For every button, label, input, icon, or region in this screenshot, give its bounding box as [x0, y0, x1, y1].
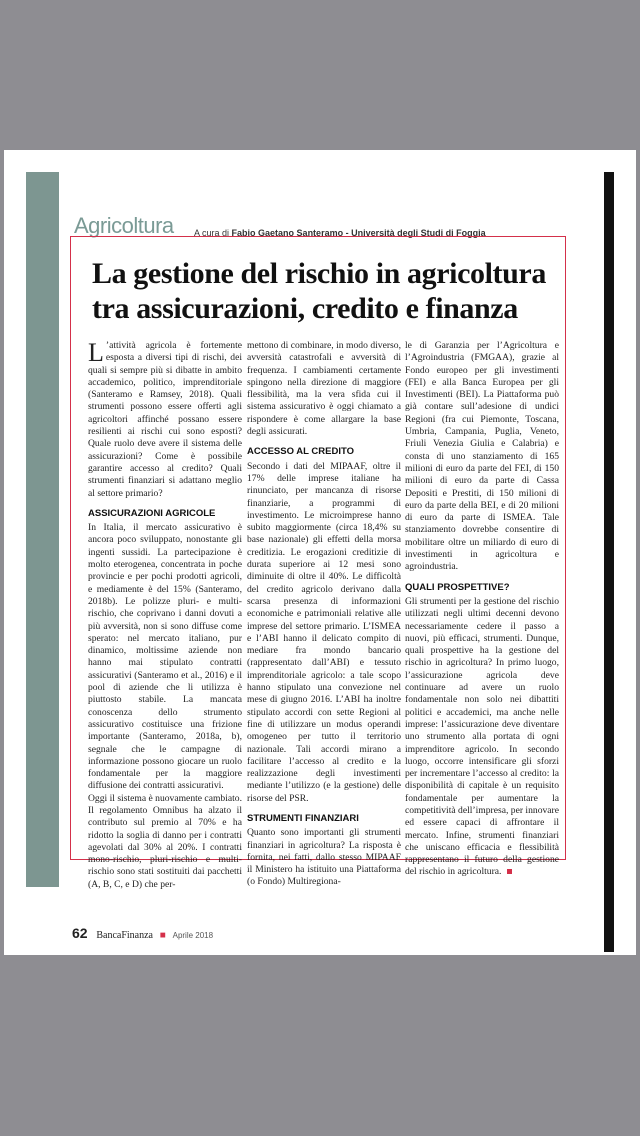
article-column-2: [247, 340, 401, 889]
separator-icon: ■: [159, 930, 166, 941]
byline-author: Fabio Gaetano Santeramo - Università degli Studi di Foggia: [231, 228, 486, 238]
dropcap: L: [88, 338, 104, 367]
paragraph: Oggi il sistema è nuovamente cambiato. Il regolamento Omnibus ha alzato il contributo sul premio al 70% e ha ridotto la soglia di danno per i contratti agevolati dal 30% al 20%. I contratti mono-rischio, pluri-rischio e multi-rischio sono stati sostituiti dai pacchetti (A, B, C, e D) che per-: [88, 792, 242, 890]
subheading: STRUMENTI FINANZIARI: [247, 812, 359, 824]
paragraph: le di Garanzia per l’Agricoltura e l’Agroindustria (FMGAA), grazie al Fondo europeo per gli investimenti (FEI) e alla Banca Europea per gli Investimenti (BEI). La Piattaforma può già contare sull’adesione di undici Regioni (fra cui Piemonte, Toscana, Umbria, Campania, Puglia, Veneto, Friuli Venezia Giulia e Calabria) e consta di uno stanziamento di 165 milioni di euro da parte del FEI, di 150 milioni di euro da parte di Cassa Depositi e Prestiti, di 150 milioni di euro da parte della BEI, e di 20 milioni di euro da parte di ISMEA. Tale stanziamento dovrebbe consentire di mobilitare oltre un miliardo di euro di investimenti in agricoltura e agroindustria.: [405, 340, 559, 573]
article-title: La gestione del rischio in agricoltura tra assicurazioni, credito e finanza: [92, 257, 546, 325]
article-column-1: [88, 340, 242, 891]
byline-prefix: A cura di: [194, 228, 230, 238]
paragraph: Quanto sono importanti gli strumenti finanziari in agricoltura? La risposta è fornita, nei fatti, dallo stesso MIPAAF il Ministero ha istituito una Piattaforma (o Fondo) Multiregiona-: [247, 827, 401, 888]
paragraph: Secondo i dati del MIPAAF, oltre il 17% delle imprese italiane ha rinunciato, per mancanza di risorse finanziarie, a programmi di investimento. Le microimprese hanno subito maggiormente (circa 18,4% su base nazionale) gli effetti della morsa creditizia. Le erogazioni creditizie di durata superiore ai 12 mesi sono diminuite di oltre il 40%. Le difficoltà del credito agricolo derivano dalla scarsa presenza di informazioni economiche e patrimoniali relative alle imprese del settore primario. L’ISMEA e l’ABI hanno il delicato compito di mediare fra mondo bancario (rappresentato dall’ABI) e tessuto imprenditoriale agricolo: a tale scopo hanno stipulato una convezione nel mese di giugno 2016. L’ABI ha inoltre stipulato accordi con sette Regioni al fine di utilizzare un modus operandi omogeneo per tutto il territorio nazionale. Tali accordi mirano a facilitare l’accesso al credito e la realizzazione degli investimenti mediante l’utilizzo (e la gestione) delle risorse del PSR.: [247, 460, 401, 804]
decorative-left-bar: [26, 172, 59, 887]
article-column-3: [405, 340, 559, 879]
section-title: Agricoltura: [74, 213, 174, 238]
paragraph-text: Gli strumenti per la gestione del rischio utilizzati negli ultimi decenni devono necessariamente cedere il passo a nuovi, più efficaci, strumenti. Dunque, quali prospettive ha la gestione del rischio in agricoltura? In primo luogo, l’assicurazione agricola deve continuare ad avere un ruolo fondamentale non solo nei dibattiti politici e accademici, ma anche nelle imprese: l’assicurazione deve diventare uno strumento alla portata di ogni imprenditore agricolo. In secondo luogo, occorre intensificare gli sforzi per incrementare l’accesso al credito: la disponibilità di capitale è un requisito fondamentale per aumentare la competitività dell’impresa, per innovare ed essere capaci di affrontare il mercato. Infine, strumenti finanziari che uniscano efficacia e flessibilità rappresentano il futuro della gestione del rischio in agricoltura.: [405, 595, 559, 878]
paragraph-text: ’attività agricola è fortemente esposta a diversi tipi di rischi, dei quali si sempre più si dibatte in ambito accademico, politico, imprenditoriale (Santeramo e Ramsey, 2018). Quali strumenti possono essere offerti agli agricoltori affinché possano essere resilienti ai rischi cui sono esposti? Quale ruolo deve avere il sistema delle assicurazioni? Come è possibile garantire accesso al credito? Quali strumenti finanziari si adattano meglio al settore primario?: [88, 340, 242, 499]
paragraph: [88, 340, 242, 500]
issue-date: Aprile 2018: [172, 931, 214, 940]
subheading: ASSICURAZIONI AGRICOLE: [88, 507, 216, 519]
paragraph: [405, 596, 559, 879]
magazine-name: BancaFinanza: [96, 930, 153, 941]
magazine-page: [4, 150, 636, 955]
end-of-article-icon: [507, 869, 512, 874]
subheading: QUALI PROSPETTIVE?: [405, 581, 510, 593]
paragraph: In Italia, il mercato assicurativo è ancora poco sviluppato, nonostante gli ingenti sussidi. La partecipazione è molto eterogenea, concentrata in poche provincie e per pochi prodotti agricoli, e mediamente è del 15% (Santeramo, 2018b). Le polizze pluri- e multi-rischio, che coprivano i danni dovuti a più avversità, non si sono diffuse come sperato: nel mercato italiano, pur dinamico, moltissime aziende non hanno mai stipulato contratti assicurativi (Santeramo et al., 2016) e il pool di aziende che li utilizza è piuttosto stabile. La mancata conoscenza dello strumento assicurativo costituisce una frizione importante (Santeramo, 2018a, b), segnale che le campagne di informazione possono giocare un ruolo fondamentale per la maggiore diffusione dei contratti assicurativi.: [88, 522, 242, 792]
page-footer: [72, 925, 213, 941]
page-number: 62: [72, 925, 88, 941]
paragraph: mettono di combinare, in modo diverso, avversità catastrofali e avversità di frequenza. I cambiamenti certamente spingono nella direzione di maggiore flessibilità, ma la vera sfida cui il sistema assicurativo è oggi chiamato a rispondere è come allargare la base degli assicurati.: [247, 340, 401, 438]
subheading: ACCESSO AL CREDITO: [247, 446, 354, 458]
page-edge-bar: [604, 172, 614, 952]
